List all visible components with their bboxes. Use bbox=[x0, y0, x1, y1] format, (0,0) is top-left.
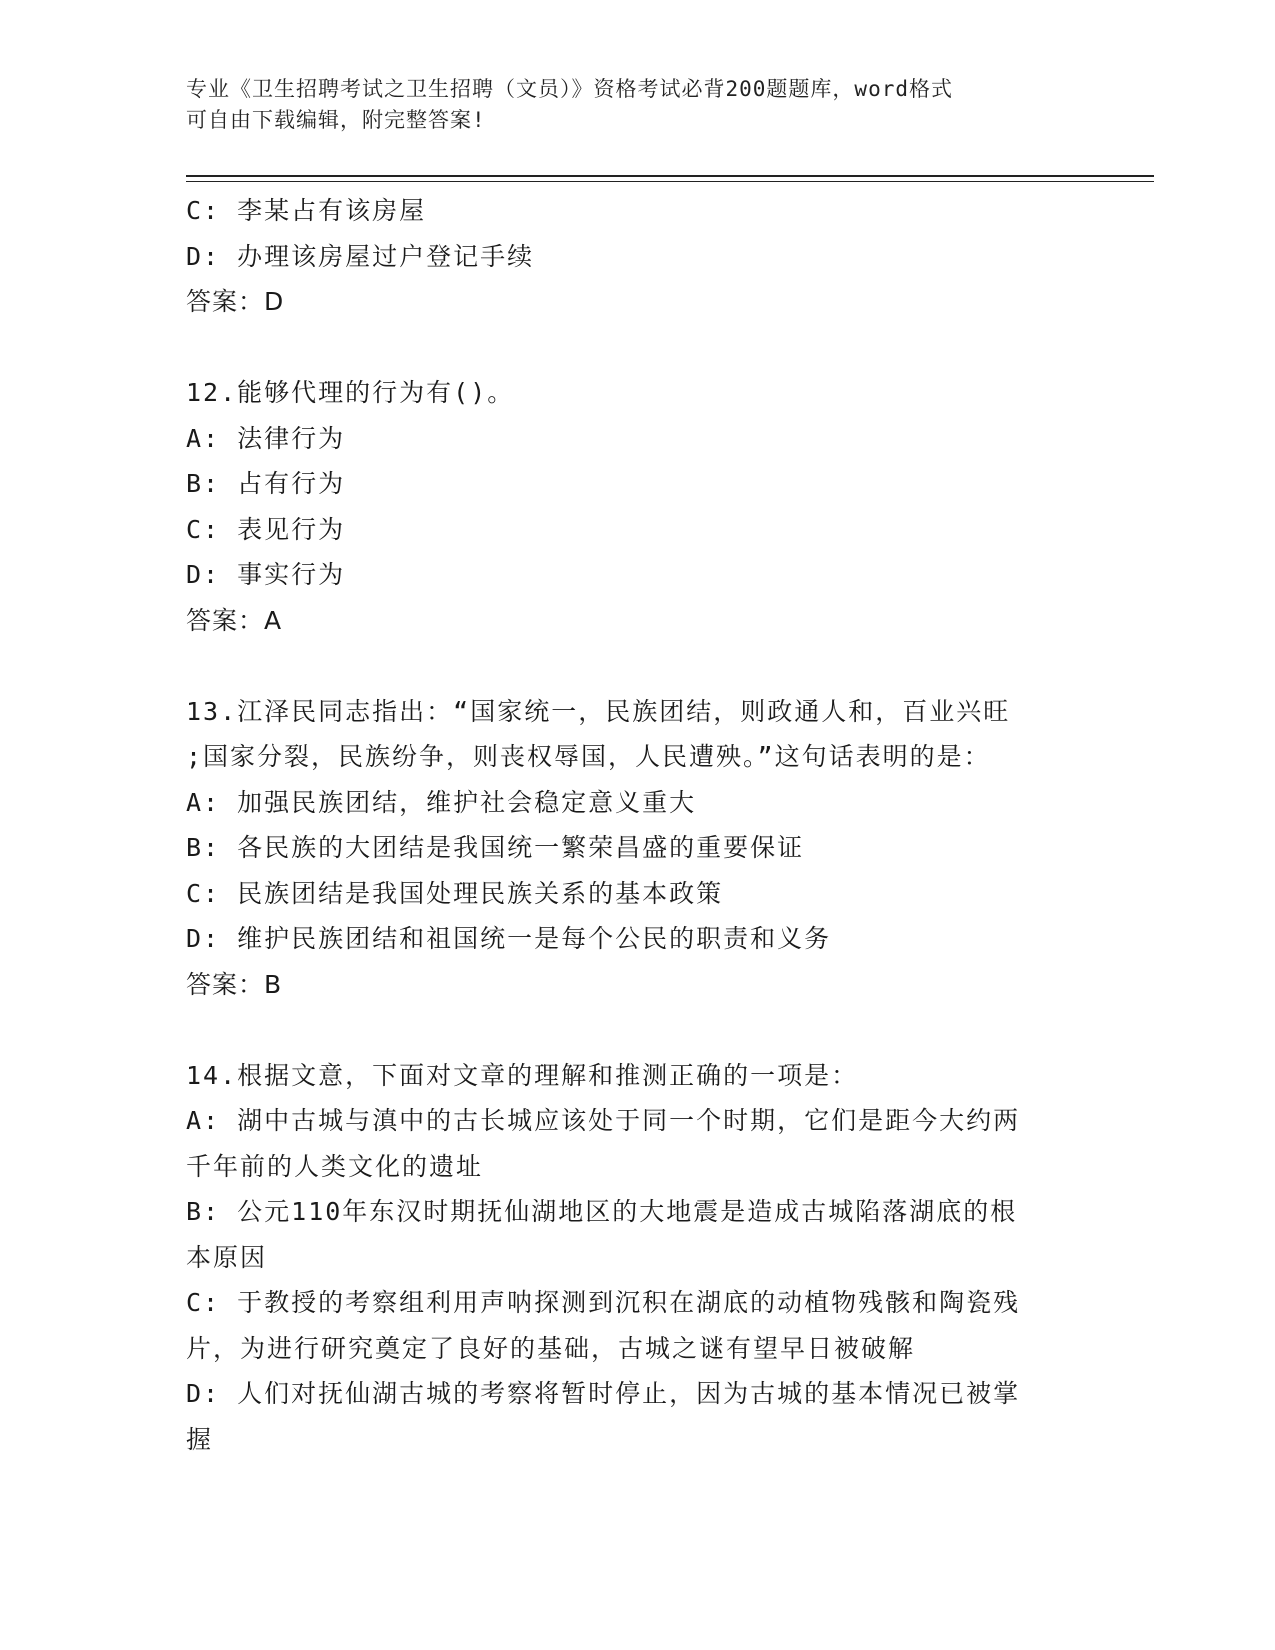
option-a: A: 加强民族团结，维护社会稳定意义重大 bbox=[186, 787, 697, 817]
question-text: 14.根据文意，下面对文章的理解和推测正确的一项是： bbox=[186, 1060, 859, 1090]
option-b: B: 公元110年东汉时期抚仙湖地区的大地震是造成古城陷落湖底的根 bbox=[186, 1197, 1018, 1226]
option-d-continued: 握 bbox=[186, 1424, 214, 1454]
document-body bbox=[186, 188, 1086, 1462]
answer-line: 答案：A bbox=[186, 605, 283, 635]
spacer bbox=[186, 1007, 1086, 1053]
question-block-12 bbox=[186, 370, 1086, 643]
option-a: A: 湖中古城与滇中的古长城应该处于同一个时期，它们是距今大约两 bbox=[186, 1106, 1021, 1135]
header-subtitle-line: 可自由下载编辑，附完整答案! bbox=[186, 108, 486, 132]
question-text-continued: ;国家分裂，民族纷争，则丧权辱国，人民遭殃。”这句话表明的是： bbox=[186, 742, 991, 771]
option-b-continued: 本原因 bbox=[186, 1242, 268, 1272]
option-d: D: 维护民族团结和祖国统一是每个公民的职责和义务 bbox=[186, 924, 832, 953]
option-a: A: 法律行为 bbox=[186, 423, 346, 453]
question-block-14 bbox=[186, 1053, 1086, 1463]
spacer bbox=[186, 325, 1086, 371]
option-c: C: 表见行为 bbox=[186, 514, 346, 544]
option-b: B: 各民族的大团结是我国统一繁荣昌盛的重要保证 bbox=[186, 833, 805, 862]
question-text: 12.能够代理的行为有()。 bbox=[186, 378, 515, 407]
question-block-11 bbox=[186, 188, 1086, 325]
option-c: C: 于教授的考察组利用声呐探测到沉积在湖底的动植物残骸和陶瓷残 bbox=[186, 1288, 1021, 1317]
option-a-continued: 千年前的人类文化的遗址 bbox=[186, 1151, 484, 1181]
option-b: B: 占有行为 bbox=[186, 469, 346, 498]
option-d: D: 事实行为 bbox=[186, 560, 346, 589]
option-d: D: 办理该房屋过户登记手续 bbox=[186, 241, 535, 271]
option-d: D: 人们对抚仙湖古城的考察将暂时停止，因为古城的基本情况已被掌 bbox=[186, 1379, 1021, 1408]
header-divider bbox=[186, 175, 1154, 182]
option-c: C: 民族团结是我国处理民族关系的基本政策 bbox=[186, 878, 724, 908]
header-title-line: 专业《卫生招聘考试之卫生招聘（文员）》资格考试必背200题题库，word格式 bbox=[186, 77, 953, 101]
answer-line: 答案：D bbox=[186, 287, 285, 316]
spacer bbox=[186, 643, 1086, 689]
answer-line: 答案：B bbox=[186, 969, 283, 999]
question-block-13 bbox=[186, 689, 1086, 1008]
question-text: 13.江泽民同志指出：“国家统一，民族团结，则政通人和，百业兴旺 bbox=[186, 696, 1011, 726]
option-c-continued: 片，为进行研究奠定了良好的基础，古城之谜有望早日被破解 bbox=[186, 1333, 916, 1363]
page-header bbox=[186, 74, 1066, 136]
option-c: C: 李某占有该房屋 bbox=[186, 196, 427, 225]
